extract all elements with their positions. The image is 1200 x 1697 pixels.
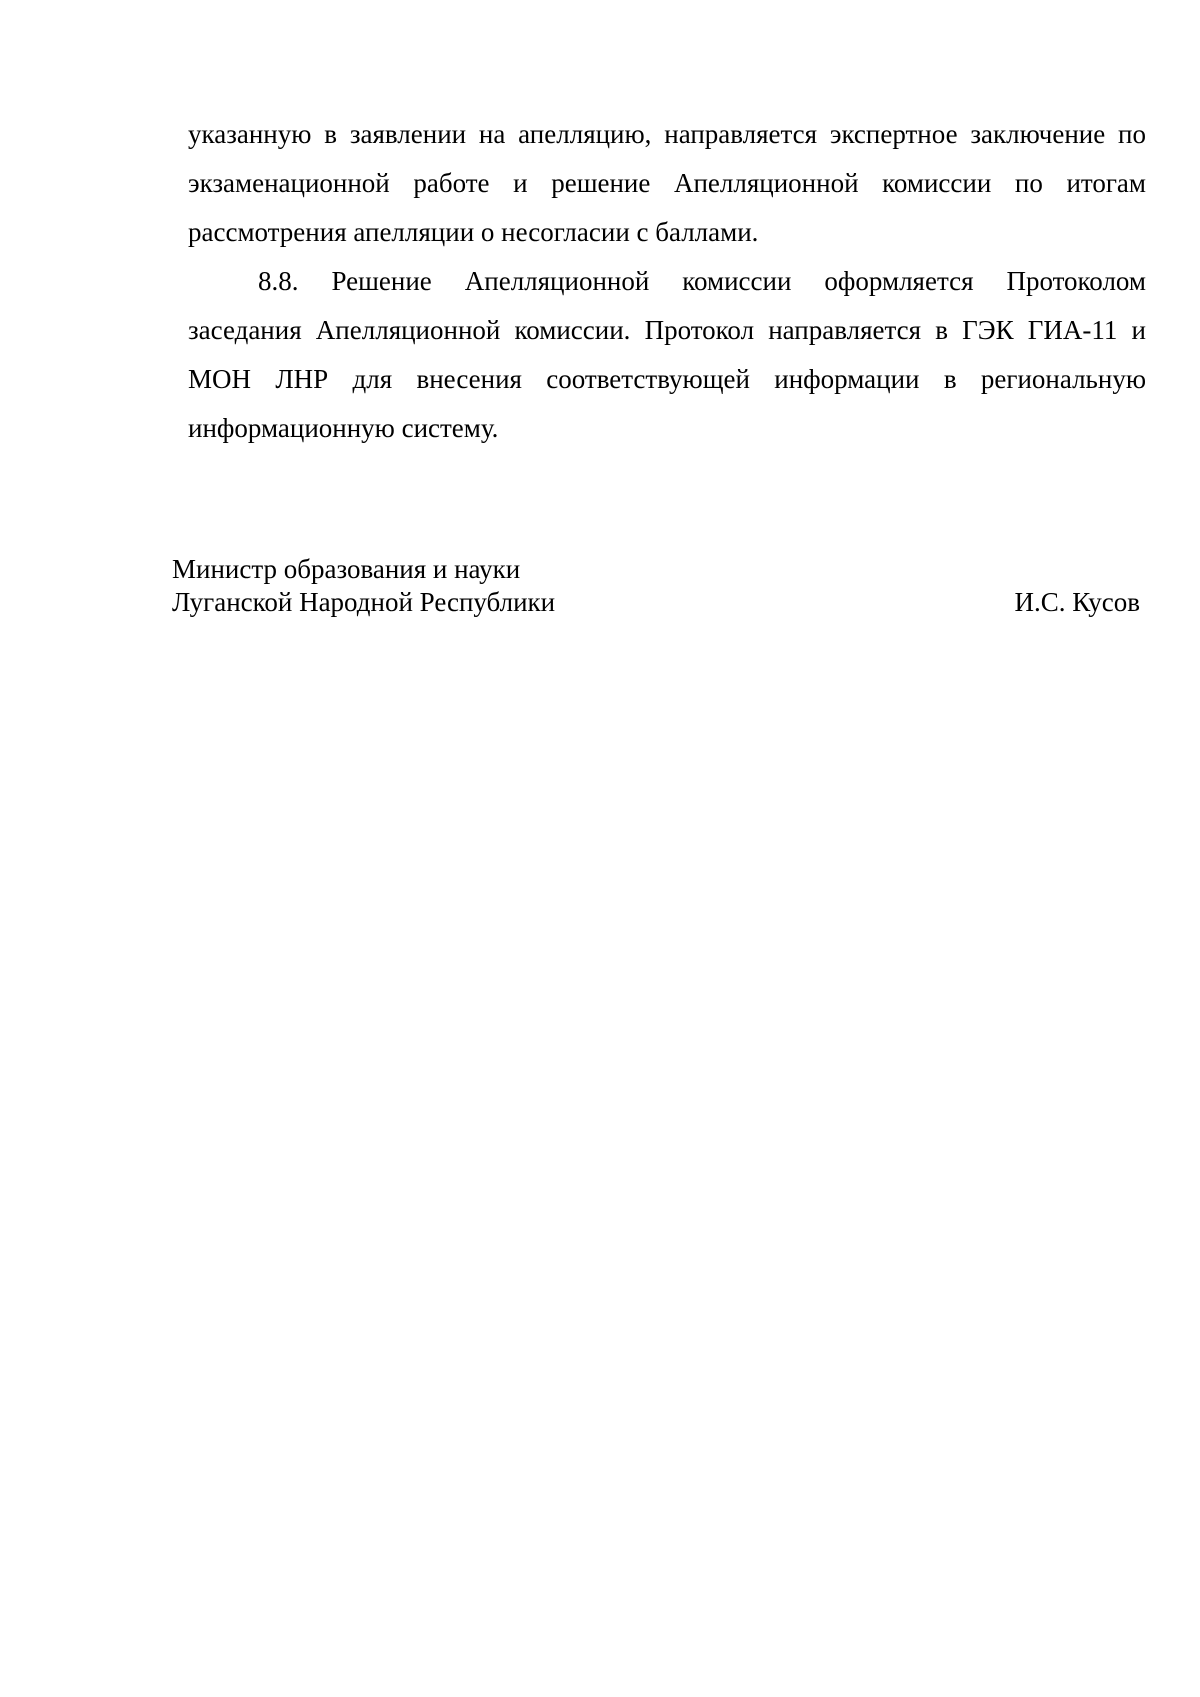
paragraph-line: рассмотрения апелляции о несогласии с баллами. (188, 217, 759, 247)
position-line: Министр образования и науки (172, 554, 521, 584)
paragraph-line: заседания Апелляционной комиссии. Протокол направляется в ГЭК ГИА-11 и (188, 315, 1146, 345)
paragraph-line: информационную систему. (188, 413, 499, 443)
section-8-8-paragraph (188, 257, 1146, 453)
paragraph-line: 8.8. Решение Апелляционной комиссии оформляется Протоколом (258, 266, 1146, 296)
signatory-name: И.С. Кусов (1014, 587, 1140, 617)
paragraph-line: МОН ЛНР для внесения соответствующей информации в региональную (188, 364, 1146, 394)
position-line: Луганской Народной Республики (172, 587, 556, 617)
signatory-position (172, 553, 555, 619)
continuation-paragraph (188, 110, 1146, 257)
paragraph-line: указанную в заявлении на апелляцию, направляется экспертное заключение по (188, 119, 1146, 149)
paragraph-line: экзаменационной работе и решение Апелляционной комиссии по итогам (188, 168, 1146, 198)
document-body (188, 110, 1146, 453)
